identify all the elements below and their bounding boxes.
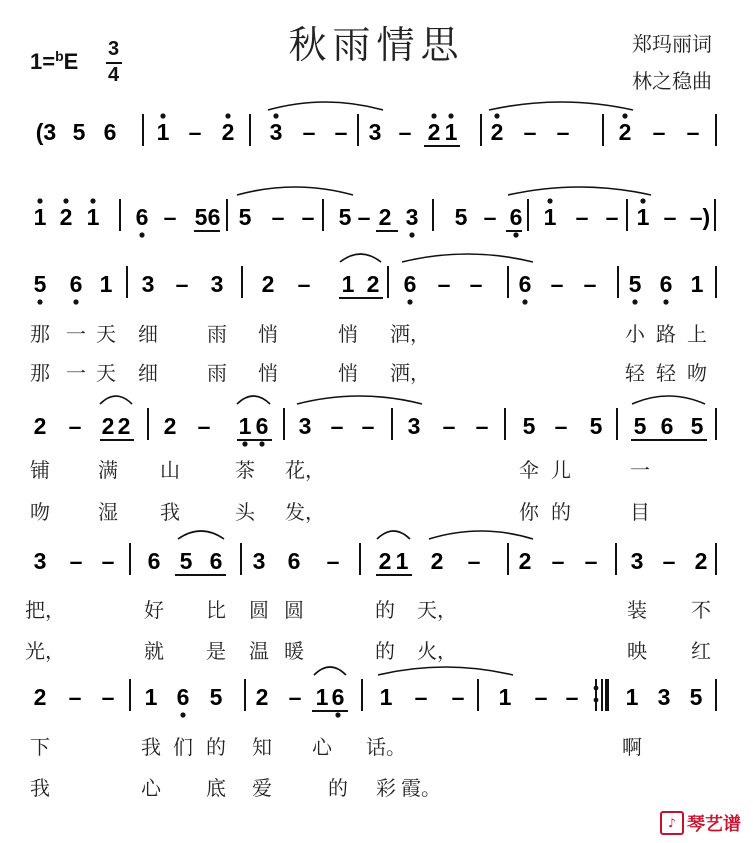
note-row3-15: – — [583, 271, 597, 297]
octave-dot-high — [622, 113, 627, 118]
octave-dot-low — [180, 712, 185, 717]
lyric-char: 山 — [160, 458, 180, 482]
note-row6-8: 1 — [315, 684, 329, 710]
lyric-char: 轻 — [625, 361, 645, 385]
note-row3-16: 5 — [628, 271, 642, 297]
lyric-char: 啊 — [622, 735, 642, 759]
lyric-char: 铺 — [30, 458, 50, 482]
lyric-char: 小 — [625, 322, 645, 346]
note-row3-2: 1 — [99, 271, 113, 297]
lyric-char: 细 — [138, 361, 158, 385]
note-row6-5: 5 — [209, 684, 223, 710]
lyric-char: 的 — [375, 639, 395, 663]
tie-slur — [489, 102, 633, 110]
note-row4-16: 5 — [589, 413, 603, 439]
note-row2-13: 3 — [405, 204, 419, 230]
lyric-char: 儿 — [551, 458, 571, 482]
note-row2-18: – — [575, 204, 589, 230]
note-row6-13: 1 — [498, 684, 512, 710]
lyric-char: 不 — [691, 598, 711, 622]
octave-dot-low — [409, 232, 414, 237]
note-row3-17: 6 — [659, 271, 673, 297]
note-row3-12: – — [469, 271, 483, 297]
note-row1-3: 1 — [156, 119, 170, 145]
lyric-char: 吻 — [687, 361, 707, 385]
lyric-char: 雨 — [207, 322, 227, 346]
octave-dot-low — [335, 712, 340, 717]
tie-slur — [178, 531, 224, 539]
lyric-char: 话。 — [366, 735, 406, 759]
note-row5-15: – — [584, 548, 598, 574]
lyric-char: 悄 — [258, 322, 278, 346]
note-row5-12: – — [467, 548, 481, 574]
octave-dot-low — [407, 299, 412, 304]
note-row2-17: 1 — [543, 204, 557, 230]
note-row1-1: 5 — [72, 119, 86, 145]
tie-slur — [377, 531, 410, 539]
note-row3-6: 2 — [261, 271, 275, 297]
note-row5-5: 6 — [209, 548, 223, 574]
note-row2-10: 5 — [338, 204, 352, 230]
note-row4-17: 5 — [633, 413, 647, 439]
note-row2-5: 5 — [194, 204, 208, 230]
lyric-char: 天 — [96, 361, 116, 385]
note-row1-11: 2 — [427, 119, 441, 145]
note-row2-1: 2 — [59, 204, 73, 230]
key-note: E — [63, 49, 79, 74]
lyric-char: 光， — [25, 639, 65, 663]
note-row6-4: 6 — [176, 684, 190, 710]
lyric-char: 把， — [25, 598, 65, 622]
octave-dot-high — [225, 113, 230, 118]
note-row4-19: 5 — [690, 413, 704, 439]
note-row2-20: 1 — [636, 204, 650, 230]
note-row6-2: – — [101, 684, 115, 710]
note-row4-1: – — [68, 413, 82, 439]
lyric-char: 圆 — [249, 598, 269, 622]
octave-dot-low — [259, 441, 264, 446]
flat-sign: b — [55, 48, 64, 64]
octave-dot-high — [90, 198, 95, 203]
note-row1-18: – — [686, 119, 700, 145]
lyric-char: 雨 — [207, 361, 227, 385]
lyric-char: 映 — [627, 639, 647, 663]
note-row4-14: 5 — [522, 413, 536, 439]
octave-dot-high — [273, 113, 278, 118]
octave-dot-low — [513, 232, 518, 237]
tie-slur — [429, 531, 533, 539]
lyric-char: 的 — [375, 598, 395, 622]
note-row5-11: 2 — [430, 548, 444, 574]
note-row6-11: – — [414, 684, 428, 710]
note-row6-12: – — [451, 684, 465, 710]
note-row6-10: 1 — [379, 684, 393, 710]
note-row6-0: 2 — [33, 684, 47, 710]
note-row6-3: 1 — [144, 684, 158, 710]
note-row2-3: 6 — [135, 204, 149, 230]
logo-mark-icon: ♪ — [660, 811, 684, 835]
lyric-char: 爱 — [252, 776, 272, 800]
octave-dot-high — [547, 198, 552, 203]
note-row2-15: – — [483, 204, 497, 230]
note-row1-17: – — [652, 119, 666, 145]
note-row4-7: 6 — [255, 413, 269, 439]
note-row6-18: 5 — [689, 684, 703, 710]
note-row2-9: – — [301, 204, 315, 230]
note-row1-8: – — [334, 119, 348, 145]
lyric-char: 彩 — [376, 776, 396, 800]
note-row1-2: 6 — [103, 119, 117, 145]
note-row5-6: 3 — [252, 548, 266, 574]
lyric-char: 洒， — [390, 361, 430, 385]
repeat-dot — [594, 686, 599, 691]
lyric-char: 天 — [96, 322, 116, 346]
lyric-char: 们 — [173, 735, 193, 759]
lyric-char: 知 — [252, 735, 272, 759]
note-row2-11: – — [357, 204, 371, 230]
note-row6-15: – — [565, 684, 579, 710]
lyric-char: 那 — [30, 322, 50, 346]
lyric-char: 目 — [630, 500, 650, 524]
note-row1-7: – — [302, 119, 316, 145]
composer-credit: 林之稳曲 — [632, 69, 712, 93]
note-row4-15: – — [554, 413, 568, 439]
repeat-dot — [594, 698, 599, 703]
note-row6-6: 2 — [255, 684, 269, 710]
octave-dot-low — [37, 299, 42, 304]
note-row6-9: 6 — [331, 684, 345, 710]
octave-dot-low — [139, 232, 144, 237]
note-row2-0: 1 — [33, 204, 47, 230]
lyric-char: 悄 — [338, 361, 358, 385]
octave-dot-high — [63, 198, 68, 203]
note-row5-13: 2 — [518, 548, 532, 574]
note-row5-16: 3 — [630, 548, 644, 574]
note-row4-10: – — [361, 413, 375, 439]
octave-dot-high — [640, 198, 645, 203]
logo-text: 琴艺谱 — [687, 814, 741, 835]
note-row4-2: 2 — [101, 413, 115, 439]
note-row2-21: – — [663, 204, 677, 230]
note-row2-4: – — [163, 204, 177, 230]
octave-dot-high — [431, 113, 436, 118]
octave-dot-high — [160, 113, 165, 118]
lyric-char: 悄 — [258, 361, 278, 385]
lyricist-credit: 郑玛丽词 — [632, 32, 712, 56]
lyric-char: 暖 — [284, 639, 304, 663]
tie-slur — [314, 667, 346, 675]
note-row3-13: 6 — [518, 271, 532, 297]
octave-dot-low — [73, 299, 78, 304]
site-logo — [660, 810, 741, 836]
lyric-char: 发， — [285, 500, 325, 524]
note-row5-4: 5 — [179, 548, 193, 574]
octave-dot-high — [37, 198, 42, 203]
note-row4-4: 2 — [163, 413, 177, 439]
lyric-char: 一 — [630, 458, 650, 482]
note-row6-17: 3 — [657, 684, 671, 710]
lyric-char: 伞 — [519, 458, 539, 482]
note-row1-12: 1 — [444, 119, 458, 145]
lyric-char: 下 — [30, 735, 50, 759]
note-row1-6: 3 — [269, 119, 283, 145]
octave-dot-low — [632, 299, 637, 304]
note-row2-8: – — [271, 204, 285, 230]
lyric-char: 圆 — [284, 598, 304, 622]
note-row2-19: – — [605, 204, 619, 230]
lyric-char: 我 — [160, 500, 180, 524]
lyric-char: 花， — [285, 458, 325, 482]
note-row3-10: 6 — [403, 271, 417, 297]
note-row6-14: – — [534, 684, 548, 710]
lyric-char: 比 — [206, 598, 226, 622]
lyric-char: 是 — [206, 639, 226, 663]
time-signature-top: 3 — [108, 38, 120, 60]
note-row4-18: 6 — [660, 413, 674, 439]
note-row4-13: – — [475, 413, 489, 439]
lyric-char: 心 — [312, 735, 332, 759]
lyric-char: 细 — [138, 322, 158, 346]
note-row4-9: – — [330, 413, 344, 439]
lyric-char: 路 — [656, 322, 676, 346]
note-row5-3: 6 — [147, 548, 161, 574]
note-row1-5: 2 — [221, 119, 235, 145]
tie-slur — [340, 254, 381, 262]
lyric-char: 我 — [30, 776, 50, 800]
note-row1-10: – — [398, 119, 412, 145]
song-title: 秋雨情思 — [288, 23, 465, 67]
lyric-char: 洒， — [390, 322, 430, 346]
tie-slur — [402, 254, 533, 262]
note-row1-13: 2 — [490, 119, 504, 145]
octave-dot-low — [242, 441, 247, 446]
note-row5-17: – — [662, 548, 676, 574]
lyric-char: 霞。 — [401, 776, 441, 800]
note-row3-18: 1 — [690, 271, 704, 297]
note-row5-18: 2 — [694, 548, 708, 574]
note-row5-1: – — [69, 548, 83, 574]
note-row3-4: – — [175, 271, 189, 297]
octave-dot-low — [522, 299, 527, 304]
note-row2-16: 6 — [509, 204, 523, 230]
note-row3-0: 5 — [33, 271, 47, 297]
note-row5-9: 2 — [378, 548, 392, 574]
lyric-char: 一 — [66, 361, 86, 385]
lyric-char: 满 — [98, 458, 118, 482]
tie-slur — [237, 396, 270, 404]
lyric-char: 的 — [551, 500, 571, 524]
note-row2-14: 5 — [454, 204, 468, 230]
lyric-char: 就 — [144, 639, 164, 663]
lyric-char: 好 — [144, 598, 164, 622]
note-row1-4: – — [188, 119, 202, 145]
tie-slur — [237, 187, 353, 195]
lyric-char: 天， — [417, 598, 457, 622]
lyric-char: 那 — [30, 361, 50, 385]
lyric-char: 火， — [417, 639, 457, 663]
lyric-char: 上 — [687, 322, 707, 346]
lyric-char: 心 — [141, 776, 161, 800]
lyric-char: 一 — [66, 322, 86, 346]
lyric-char: 湿 — [98, 500, 118, 524]
note-row1-9: 3 — [368, 119, 382, 145]
lyric-char: 底 — [206, 776, 226, 800]
note-row4-3: 2 — [117, 413, 131, 439]
lyric-char: 悄 — [338, 322, 358, 346]
lyric-char: 的 — [328, 776, 348, 800]
tie-slur — [632, 396, 705, 404]
note-row3-8: 1 — [341, 271, 355, 297]
note-row1-14: – — [523, 119, 537, 145]
note-row6-16: 1 — [625, 684, 639, 710]
tie-slur — [100, 396, 132, 404]
note-row3-1: 6 — [69, 271, 83, 297]
lyric-char: 红 — [691, 639, 711, 663]
tie-slur — [297, 396, 422, 404]
octave-dot-low — [663, 299, 668, 304]
note-row6-7: – — [288, 684, 302, 710]
note-row2-7: 5 — [238, 204, 252, 230]
note-row3-5: 3 — [210, 271, 224, 297]
note-row5-7: 6 — [287, 548, 301, 574]
note-row1-15: – — [556, 119, 570, 145]
note-row5-10: 1 — [395, 548, 409, 574]
lyric-char: 吻 — [30, 500, 50, 524]
tie-slur — [378, 667, 513, 675]
lyric-char: 温 — [249, 639, 269, 663]
note-row1-0: (3 — [35, 119, 57, 145]
note-row2-2: 1 — [86, 204, 100, 230]
note-row4-5: – — [197, 413, 211, 439]
lyric-char: 的 — [206, 735, 226, 759]
note-row4-0: 2 — [33, 413, 47, 439]
note-row3-9: 2 — [366, 271, 380, 297]
tie-slur — [508, 187, 651, 195]
note-row2-6: 6 — [207, 204, 221, 230]
note-row6-1: – — [68, 684, 82, 710]
note-row4-6: 1 — [238, 413, 252, 439]
lyric-char: 我 — [141, 735, 161, 759]
note-row2-22: –) — [689, 204, 711, 230]
octave-dot-high — [494, 113, 499, 118]
note-row2-12: 2 — [378, 204, 392, 230]
note-row4-12: – — [442, 413, 456, 439]
note-row5-0: 3 — [33, 548, 47, 574]
note-row3-11: – — [437, 271, 451, 297]
lyric-char: 你 — [519, 500, 539, 524]
note-row4-11: 3 — [407, 413, 421, 439]
note-row4-8: 3 — [298, 413, 312, 439]
lyric-char: 茶 — [235, 458, 255, 482]
tie-slur — [268, 102, 383, 110]
note-row5-2: – — [101, 548, 115, 574]
key-prefix: 1= — [30, 49, 56, 74]
note-row5-14: – — [551, 548, 565, 574]
lyric-char: 轻 — [656, 361, 676, 385]
time-signature-bottom: 4 — [108, 64, 120, 86]
note-row3-14: – — [550, 271, 564, 297]
note-row3-7: – — [297, 271, 311, 297]
lyric-char: 装 — [627, 598, 647, 622]
note-row1-16: 2 — [618, 119, 632, 145]
note-row3-3: 3 — [141, 271, 155, 297]
octave-dot-high — [448, 113, 453, 118]
note-row5-8: – — [326, 548, 340, 574]
lyric-char: 头 — [235, 500, 255, 524]
